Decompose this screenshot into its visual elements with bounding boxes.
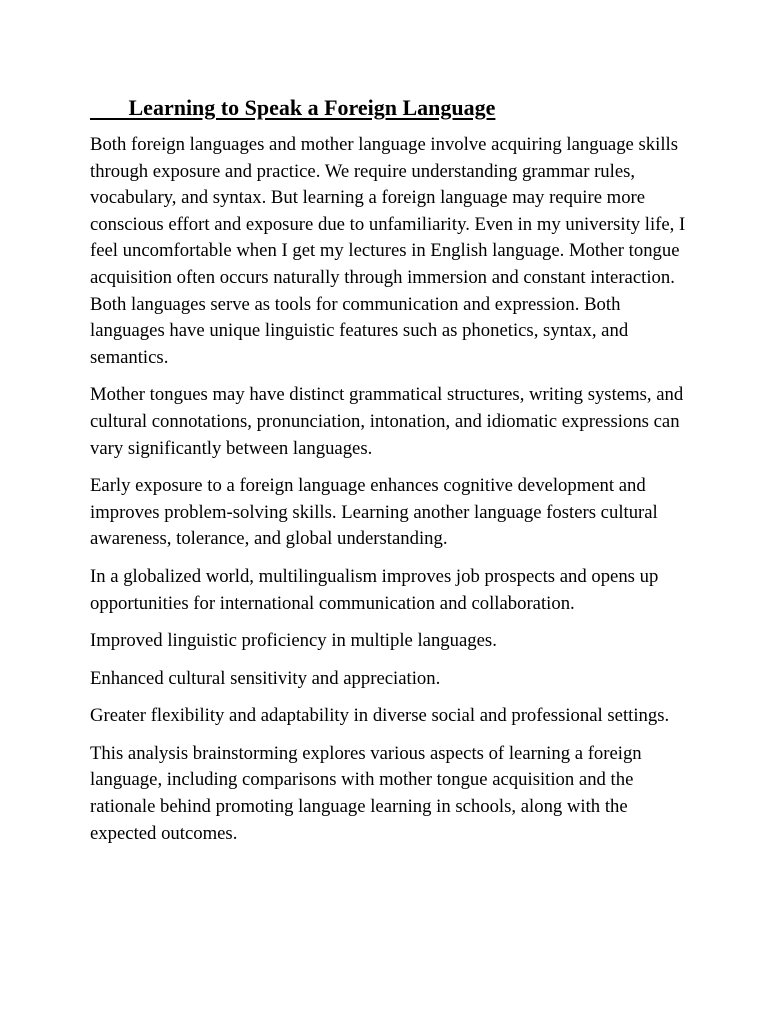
document-title: Learning to Speak a Foreign Language [90, 95, 496, 120]
paragraph-outcome-flexibility: Greater flexibility and adaptability in diverse social and professional settings. [90, 705, 670, 727]
paragraph-outcome-proficiency: Improved linguistic proficiency in multiple languages. [90, 630, 497, 652]
paragraph-conclusion: This analysis brainstorming explores various aspects of learning a foreign language, including comparisons with mother tongue acquisition and the rationale behind promoting language learning in schools, along with the expected outcomes. [90, 742, 642, 844]
paragraph-outcome-sensitivity: Enhanced cultural sensitivity and appreciation. [90, 667, 441, 689]
document-body [90, 93, 690, 858]
paragraph-globalized-world: In a globalized world, multilingualism improves job prospects and opens up opportunities for international communication and collaboration. [90, 565, 659, 614]
paragraph-early-exposure: Early exposure to a foreign language enhances cognitive development and improves problem-solving skills. Learning another language fosters cultural awareness, tolerance, and global understanding. [90, 475, 658, 550]
paragraph-differences: Mother tongues may have distinct grammatical structures, writing systems, and cultural connotations, pronunciation, intonation, and idiomatic expressions can vary significantly between languages. [90, 384, 684, 459]
paragraph-similarities: Both foreign languages and mother language involve acquiring language skills through exposure and practice. We require understanding grammar rules, vocabulary, and syntax. But learning a foreign language may require more conscious effort and exposure due to unfamiliarity. Even in my university life, I feel uncomfortable when I get my lectures in English language. Mother tongue acquisition often occurs naturally through immersion and constant interaction. Both languages serve as tools for communication and expression. Both languages have unique linguistic features such as phonetics, syntax, and semantics. [90, 134, 686, 368]
